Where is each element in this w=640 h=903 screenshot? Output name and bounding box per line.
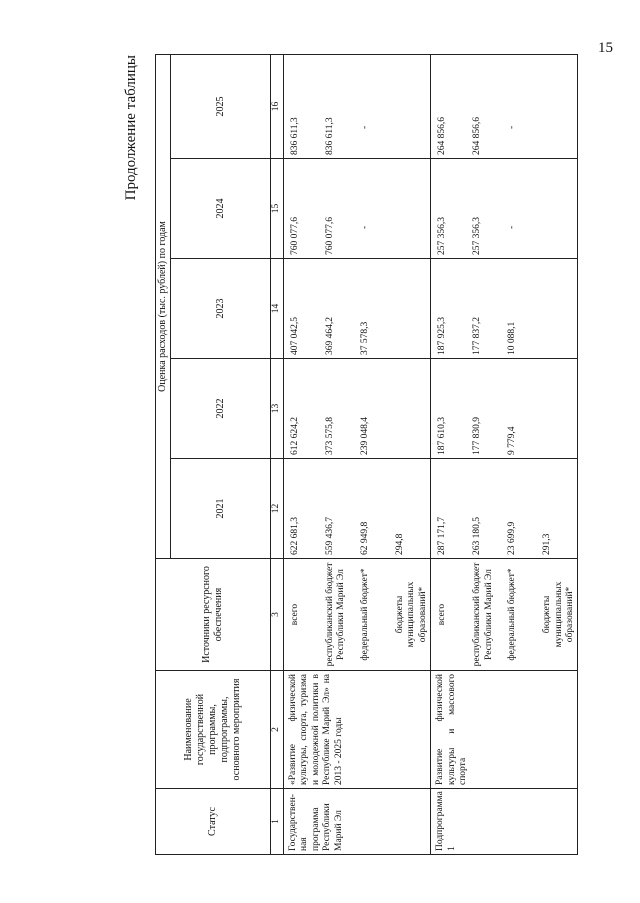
value-cell: 187 610,3 — [437, 417, 448, 455]
source-label: бюджеты муниципальных образований* — [542, 581, 575, 648]
source-label: бюджеты муниципальных образований* — [395, 581, 428, 648]
values-2022 — [431, 359, 578, 459]
rotated-landscape-page — [115, 45, 635, 855]
value-cell: 257 356,3 — [472, 217, 483, 255]
value-cell: 407 042,5 — [290, 317, 300, 355]
column-number: 1 — [271, 789, 284, 855]
header-year: 2024 — [171, 159, 271, 259]
values-2023 — [431, 259, 578, 359]
value-cell: 62 949,8 — [360, 521, 370, 555]
header-year: 2025 — [171, 54, 271, 158]
header-row-1 — [156, 54, 171, 854]
column-number: 16 — [271, 54, 284, 158]
column-number: 12 — [271, 459, 284, 559]
value-cell: 187 925,3 — [437, 317, 448, 355]
header-year: 2023 — [171, 259, 271, 359]
values-2022 — [284, 359, 431, 459]
value-cell: - — [360, 225, 370, 229]
value-cell: 264 856,6 — [472, 117, 483, 155]
value-cell: 239 048,4 — [360, 417, 370, 455]
source-label: всего — [437, 603, 448, 626]
value-cell: 369 464,2 — [325, 317, 335, 355]
value-cell: 294,8 — [395, 533, 405, 555]
value-cell: 373 575,8 — [325, 417, 335, 455]
header-estimate: Оценка расходов (тыс. рублей) по годам — [156, 54, 171, 558]
values-2024 — [431, 159, 578, 259]
column-number-row — [271, 54, 284, 854]
value-cell: 177 837,2 — [472, 317, 483, 355]
row-name: Развитие физической культуры и массового спорта — [431, 671, 578, 789]
value-cell: 23 699,9 — [507, 521, 518, 555]
value-cell: 612 624,2 — [290, 417, 300, 455]
budget-table — [155, 54, 578, 855]
header-status: Статус — [156, 789, 271, 855]
value-cell: - — [507, 125, 518, 129]
row-status: Государствен-ная программа Республики Марий Эл — [284, 789, 431, 855]
column-number: 14 — [271, 259, 284, 359]
row-sources — [284, 559, 431, 671]
source-label: федеральный бюджет* — [507, 568, 518, 661]
value-cell: - — [360, 125, 370, 129]
value-cell: 287 171,7 — [437, 517, 448, 555]
column-number: 13 — [271, 359, 284, 459]
values-2024 — [284, 159, 431, 259]
header-sources: Источники ресурсного обеспечения — [156, 559, 271, 671]
table-row-subprogram-1 — [431, 54, 578, 854]
header-name: Наименование государственной программы, подпрограммы, основного мероприятия — [156, 671, 271, 789]
values-2021 — [431, 459, 578, 559]
value-cell: 177 830,9 — [472, 417, 483, 455]
column-number: 15 — [271, 159, 284, 259]
value-cell: 10 088,1 — [507, 321, 518, 355]
value-cell: 622 681,3 — [290, 517, 300, 555]
header-year: 2022 — [171, 359, 271, 459]
values-2025 — [284, 54, 431, 158]
source-label: республиканский бюджет Республики Марий Эл — [472, 562, 494, 667]
value-cell: 9 779,4 — [507, 426, 518, 455]
page-number: 15 — [598, 40, 613, 56]
value-cell: 264 856,6 — [437, 117, 448, 155]
value-cell: 559 436,7 — [325, 517, 335, 555]
column-number: 2 — [271, 671, 284, 789]
value-cell: 836 611,3 — [290, 117, 300, 155]
values-2021 — [284, 459, 431, 559]
source-label: республиканский бюджет Республики Марий Эл — [325, 562, 347, 667]
value-cell: 836 611,3 — [325, 117, 335, 155]
row-name: «Развитие физической культуры, спорта, туризма и молодежной политики в Республике Марий Эл» на 2013 - 2025 годы — [284, 671, 431, 789]
row-sources — [431, 559, 578, 671]
value-cell: 291,3 — [542, 533, 553, 555]
value-cell: 263 180,5 — [472, 517, 483, 555]
table-row-state-program — [284, 54, 431, 854]
values-2025 — [431, 54, 578, 158]
values-2023 — [284, 259, 431, 359]
header-year: 2021 — [171, 459, 271, 559]
value-cell: 760 077,6 — [290, 217, 300, 255]
value-cell: - — [507, 225, 518, 229]
value-cell: 760 077,6 — [325, 217, 335, 255]
value-cell: 37 578,3 — [360, 321, 370, 355]
column-number: 3 — [271, 559, 284, 671]
source-label: федеральный бюджет* — [360, 568, 370, 661]
source-label: всего — [290, 603, 300, 626]
row-status: Подпрограмма 1 — [431, 789, 578, 855]
continuation-title: Продолжение таблицы — [123, 55, 139, 201]
value-cell: 257 356,3 — [437, 217, 448, 255]
